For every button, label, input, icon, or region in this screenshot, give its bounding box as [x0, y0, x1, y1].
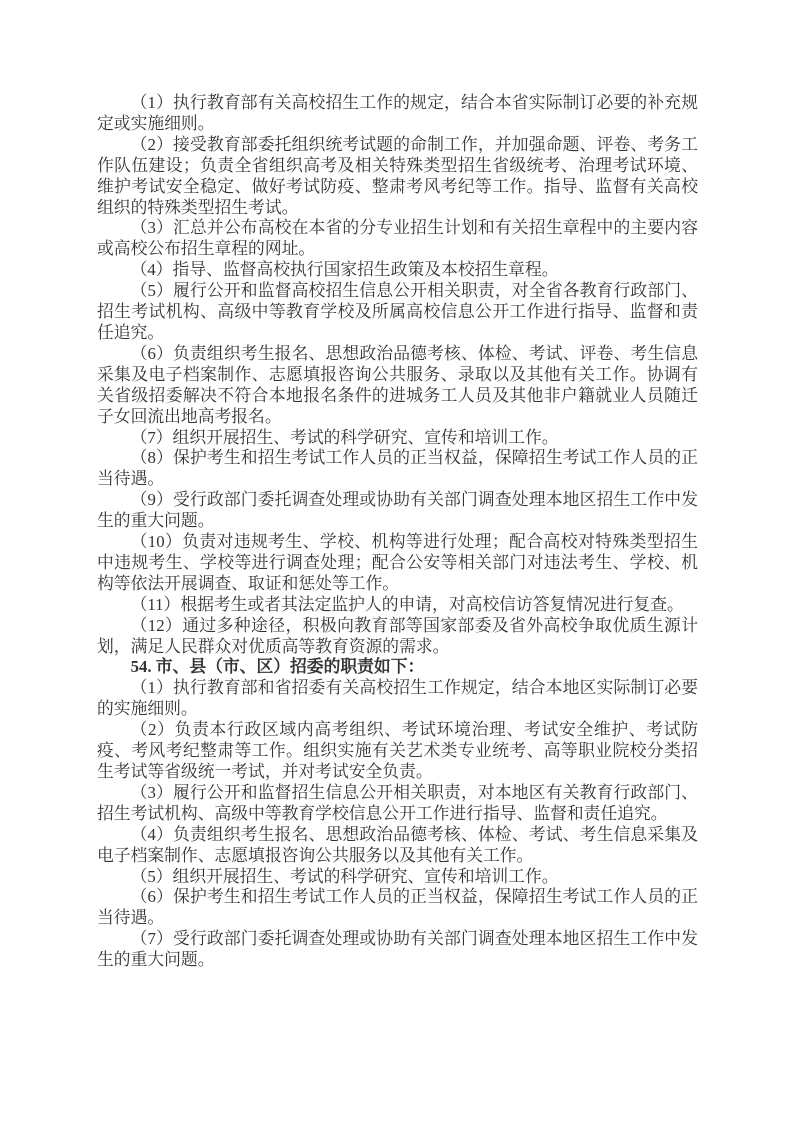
city-county-duty-6: （6）保护考生和招生考试工作人员的正当权益，保障招生考试工作人员的正当待遇。: [97, 887, 698, 928]
provincial-duty-6: （6）负责组织考生报名、思想政治品德考核、体检、考试、评卷、考生信息采集及电子档案制作、志愿填报咨询公共服务、录取以及其他有关工作。协调有关省级招委解决不符合本地报名条件的进城务工人员及其他非户籍就业人员随迁子女回流出地高考报名。: [97, 343, 698, 426]
provincial-duty-7: （7）组织开展招生、考试的科学研究、宣传和培训工作。: [130, 427, 559, 447]
city-county-duty-3: （3）履行公开和监督招生信息公开相关职责，对本地区有关教育行政部门、招生考试机构、高级中等教育学校信息公开工作进行指导、监督和责任追究。: [97, 782, 698, 823]
provincial-duty-10: （10）负责对违规考生、学校、机构等进行处理；配合高校对特殊类型招生中违规考生、学校等进行调查处理；配合公安等相关部门对违法考生、学校、机构等依法开展调查、取证和惩处等工作。: [97, 532, 698, 593]
city-county-duty-1: （1）执行教育部和省招委有关高校招生工作规定，结合本地区实际制订必要的实施细则。: [97, 678, 698, 719]
section-54-heading: 54. 市、县（市、区）招委的职责如下：: [130, 657, 425, 677]
city-county-duty-5: （5）组织开展招生、考试的科学研究、宣传和培训工作。: [130, 866, 559, 886]
provincial-duty-3: （3）汇总并公布高校在本省的分专业招生计划和有关招生章程中的主要内容或高校公布招生章程的网址。: [97, 218, 698, 259]
provincial-duty-11: （11）根据考生或者其法定监护人的申请，对高校信访答复情况进行复查。: [130, 594, 684, 614]
provincial-duty-8: （8）保护考生和招生考试工作人员的正当权益，保障招生考试工作人员的正当待遇。: [97, 448, 698, 489]
provincial-duty-1: （1）执行教育部有关高校招生工作的规定，结合本省实际制订必要的补充规定或实施细则。: [97, 93, 698, 133]
provincial-duty-2: （2）接受教育部委托组织统考试题的命制工作，并加强命题、评卷、考务工作队伍建设；负责全省组织高考及相关特殊类型招生省级统考、治理考试环境、维护考试安全稳定、做好考试防疫、整肃考风考纪等工作。指导、监督有关高校组织的特殊类型招生考试。: [97, 134, 698, 217]
city-county-duty-4: （4）负责组织考生报名、思想政治品德考核、体检、考试、考生信息采集及电子档案制作、志愿填报咨询公共服务以及其他有关工作。: [97, 824, 698, 865]
provincial-duty-12: （12）通过多种途径，积极向教育部等国家部委及省外高校争取优质生源计划，满足人民群众对优质高等教育资源的需求。: [97, 615, 698, 656]
provincial-duty-4: （4）指导、监督高校执行国家招生政策及本校招生章程。: [130, 260, 559, 280]
city-county-duty-7: （7）受行政部门委托调查处理或协助有关部门调查处理本地区招生工作中发生的重大问题。: [97, 929, 698, 970]
provincial-duty-9: （9）受行政部门委托调查处理或协助有关部门调查处理本地区招生工作中发生的重大问题。: [97, 490, 698, 531]
provincial-duty-5: （5）履行公开和监督高校招生信息公开相关职责，对全省各教育行政部门、招生考试机构、高级中等教育学校及所属高校信息公开工作进行指导、监督和责任追究。: [97, 281, 698, 342]
city-county-duty-2: （2）负责本行政区域内高考组织、考试环境治理、考试安全维护、考试防疫、考风考纪整肃等工作。组织实施有关艺术类专业统考、高等职业院校分类招生考试等省级统一考试，并对考试安全负责。: [97, 720, 698, 781]
